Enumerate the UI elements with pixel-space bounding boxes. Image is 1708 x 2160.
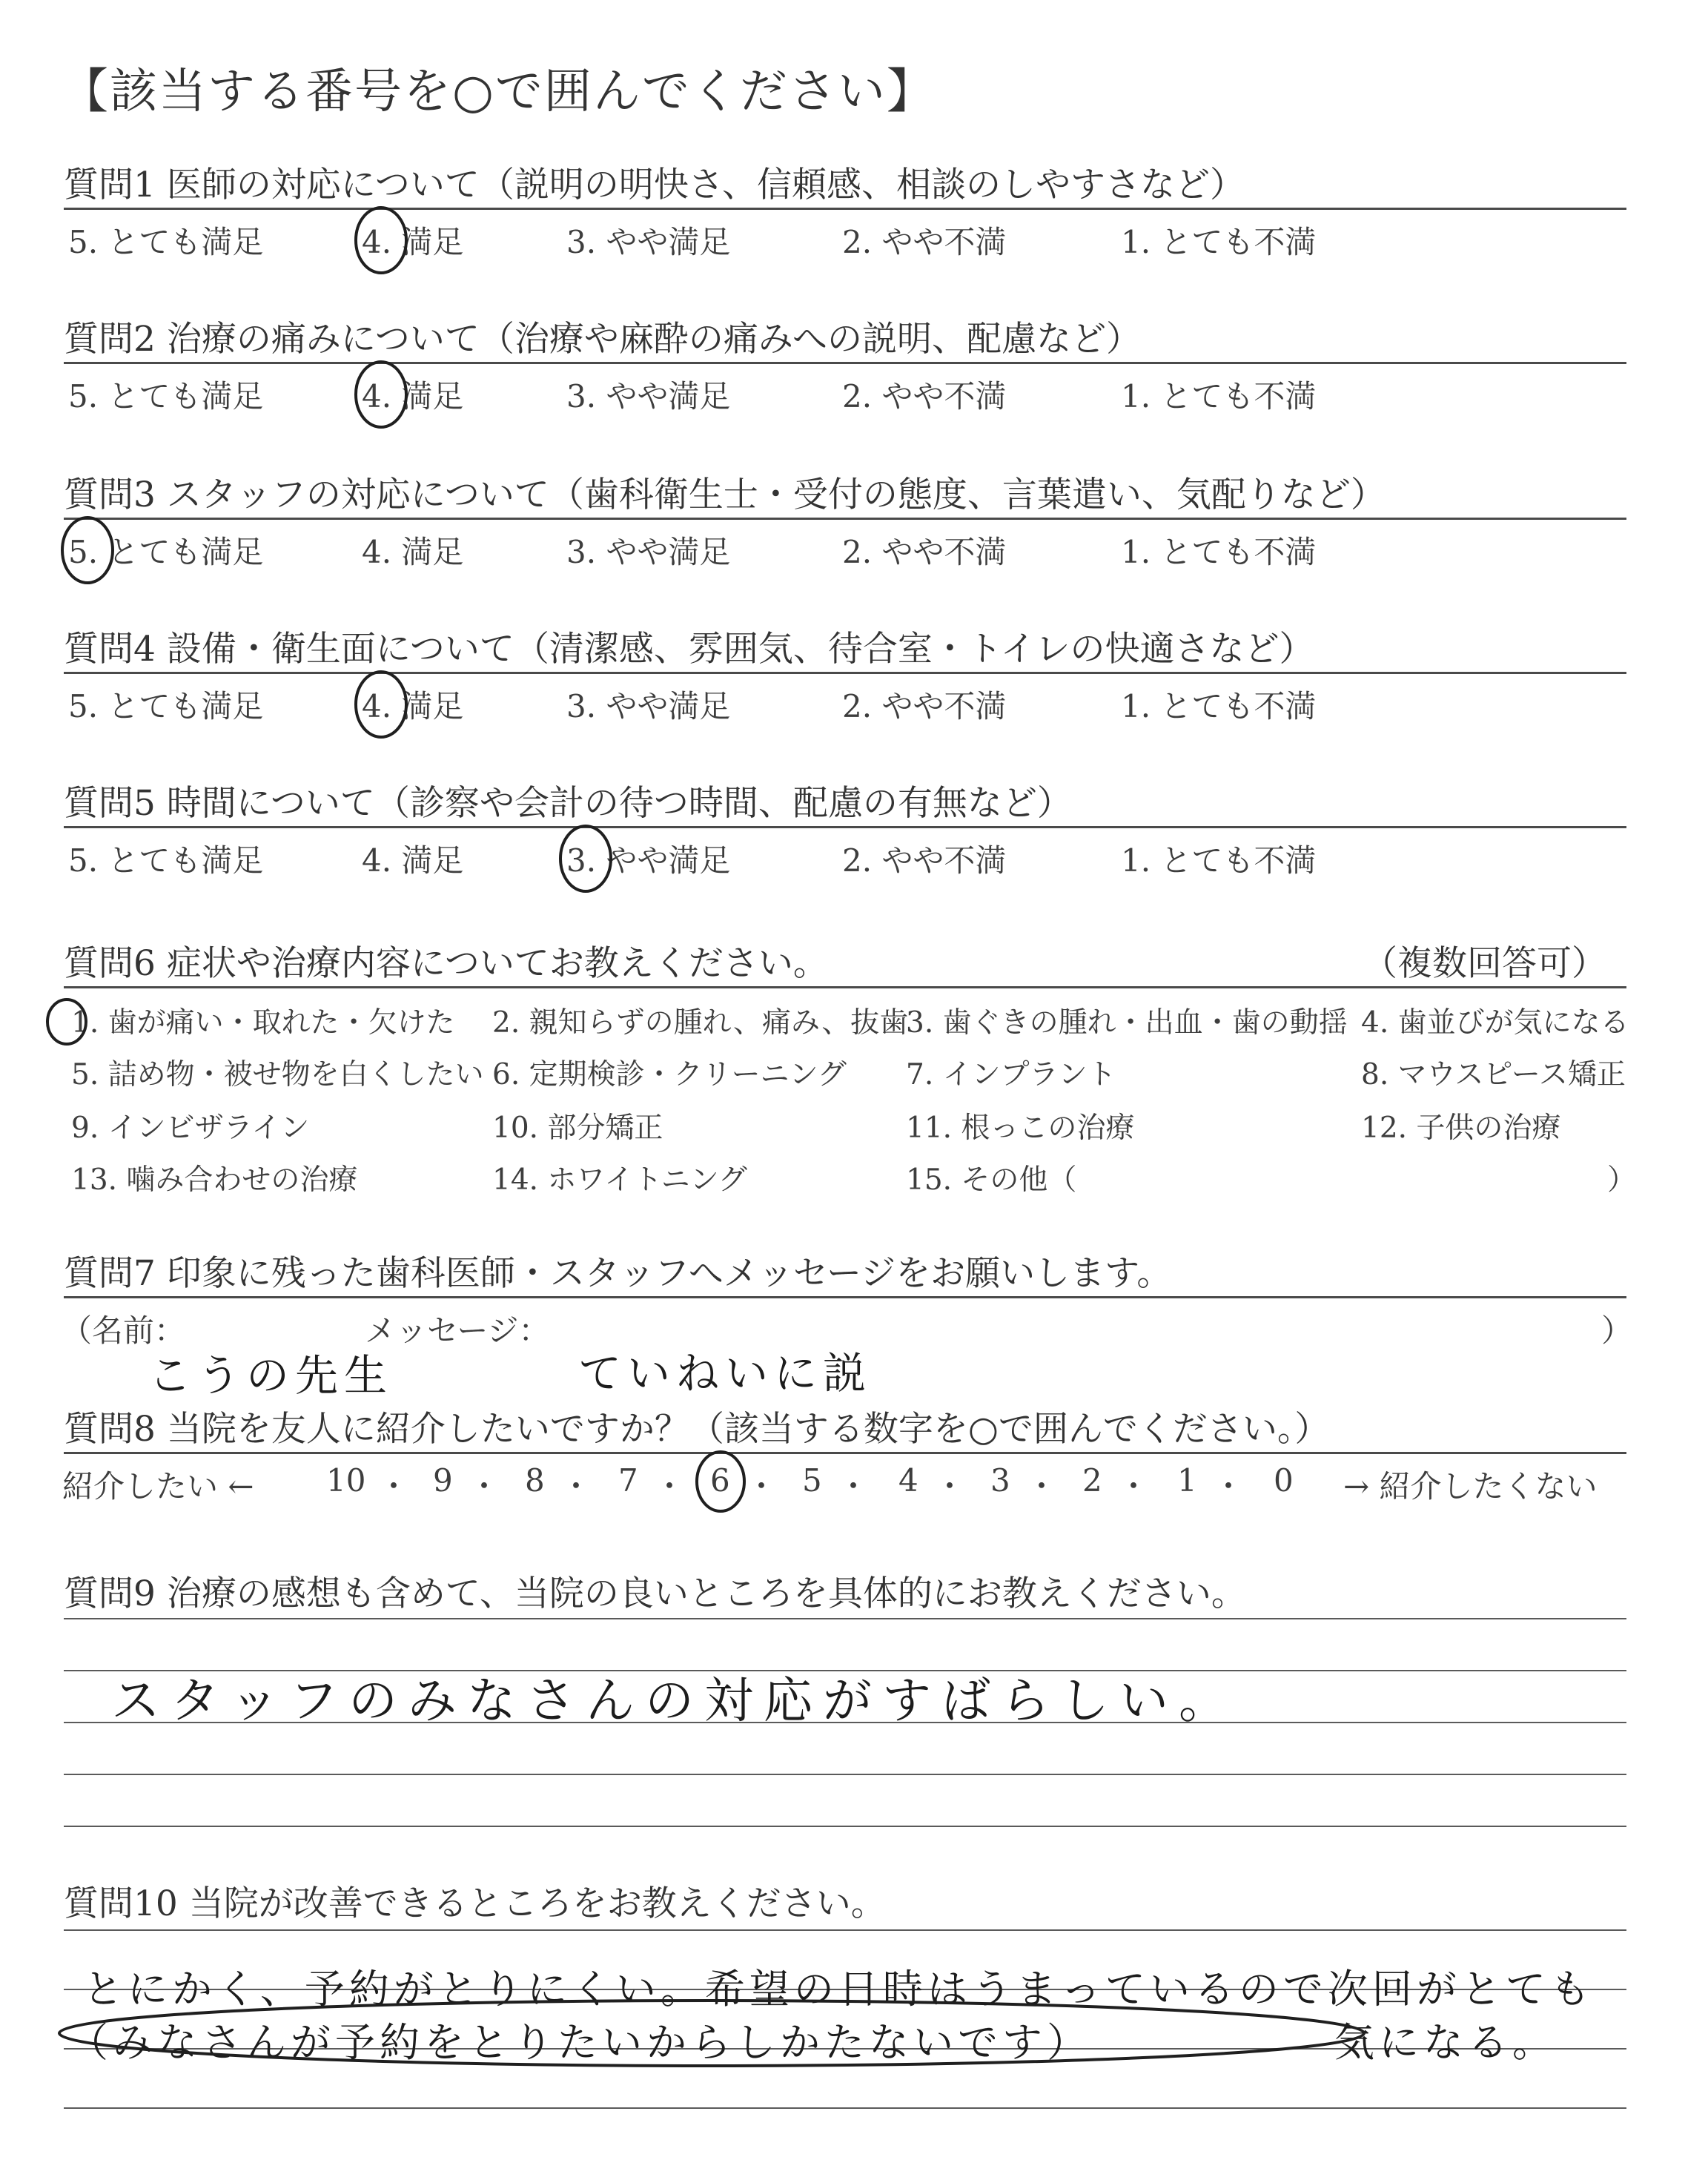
q4-option[interactable]: 1. とても不満 xyxy=(1121,688,1317,724)
q6-option[interactable]: 9. インビザライン xyxy=(71,1112,310,1145)
q1-option[interactable]: 3. やや満足 xyxy=(566,224,731,260)
q3-title: 質問3 スタッフの対応について（歯科衛生士・受付の態度、言葉遣い、気配りなど） xyxy=(64,475,1386,515)
q8-scale-number[interactable]: 6 xyxy=(710,1462,730,1499)
q3-option[interactable]: 1. とても不満 xyxy=(1121,534,1317,570)
q9-line xyxy=(64,1826,1626,1827)
q3-option[interactable]: 4. 満足 xyxy=(362,534,464,570)
q6-option[interactable]: 4. 歯並びが気になる xyxy=(1361,1006,1629,1040)
q5-option[interactable]: 2. やや不満 xyxy=(842,842,1007,879)
q1-option[interactable]: 5. とても満足 xyxy=(68,224,264,260)
q5-option[interactable]: 4. 満足 xyxy=(362,842,464,879)
q2-option[interactable]: 5. とても満足 xyxy=(68,378,264,415)
q3-option[interactable]: 5. とても満足 xyxy=(68,534,264,570)
q2-option[interactable]: 1. とても不満 xyxy=(1121,378,1317,415)
q9-line xyxy=(64,1618,1626,1619)
q10-answer-line2-tail: 気になる。 xyxy=(1334,2019,1557,2066)
q7-close-paren: ） xyxy=(1601,1312,1633,1349)
q2-option[interactable]: 3. やや満足 xyxy=(566,378,731,415)
q8-scale-number[interactable]: 10 xyxy=(326,1462,366,1499)
q6-option[interactable]: 8. マウスピース矯正 xyxy=(1361,1058,1626,1091)
q8-scale-number[interactable]: 1 xyxy=(1177,1462,1197,1499)
q5-option[interactable]: 1. とても不満 xyxy=(1121,842,1317,879)
q6-rule xyxy=(64,986,1626,988)
q8-title: 質問8 当院を友人に紹介したいですか？（該当する数字を○で囲んでください。） xyxy=(64,1409,1330,1450)
q4-option[interactable]: 5. とても満足 xyxy=(68,688,264,724)
q2-rule xyxy=(64,362,1626,364)
q8-scale-separator: ・ xyxy=(560,1468,592,1505)
q8-scale-separator: ・ xyxy=(1213,1468,1245,1505)
q8-scale-number[interactable]: 5 xyxy=(802,1462,822,1499)
q8-scale-number[interactable]: 4 xyxy=(898,1462,918,1499)
q8-scale-separator: ・ xyxy=(378,1468,410,1505)
q6-option[interactable]: 5. 詰め物・被せ物を白くしたい xyxy=(71,1058,484,1091)
q9-answer-handwritten: スタッフのみなさんの対応がすばらしい。 xyxy=(111,1672,1238,1729)
q8-right-label: → 紹介したくない xyxy=(1343,1468,1598,1505)
q6-option[interactable]: 7. インプラント xyxy=(906,1058,1116,1091)
q6-note: （複数回答可） xyxy=(1363,943,1606,984)
q4-rule xyxy=(64,672,1626,674)
q3-option[interactable]: 3. やや満足 xyxy=(566,534,731,570)
q7-name-handwritten: こうの先生 xyxy=(148,1350,394,1401)
q8-scale-number[interactable]: 3 xyxy=(990,1462,1010,1499)
q1-rule xyxy=(64,208,1626,210)
q10-line xyxy=(64,1929,1626,1931)
q8-rule xyxy=(64,1452,1626,1454)
q2-option[interactable]: 4. 満足 xyxy=(362,378,464,415)
q6-option[interactable]: ） xyxy=(1607,1163,1637,1197)
q2-title: 質問2 治療の痛みについて（治療や麻酔の痛みへの説明、配慮など） xyxy=(64,319,1141,360)
q7-title: 質問7 印象に残った歯科医師・スタッフへメッセージをお願いします。 xyxy=(64,1253,1172,1294)
q4-option[interactable]: 4. 満足 xyxy=(362,688,464,724)
q6-option[interactable]: 12. 子供の治療 xyxy=(1361,1112,1561,1145)
q9-title: 質問9 治療の感想も含めて、当院の良いところを具体的にお教えください。 xyxy=(64,1573,1246,1614)
q8-scale-separator: ・ xyxy=(1026,1468,1058,1505)
q7-rule xyxy=(64,1296,1626,1298)
q1-option[interactable]: 1. とても不満 xyxy=(1121,224,1317,260)
q5-option[interactable]: 3. やや満足 xyxy=(566,842,731,879)
q8-scale-number[interactable]: 0 xyxy=(1274,1462,1294,1499)
q8-scale-separator: ・ xyxy=(654,1468,686,1505)
q5-rule xyxy=(64,826,1626,828)
q5-title: 質問5 時間について（診察や会計の待つ時間、配慮の有無など） xyxy=(64,783,1072,824)
q8-left-label: 紹介したい ← xyxy=(62,1468,254,1505)
q8-scale-number[interactable]: 8 xyxy=(525,1462,545,1499)
q1-option[interactable]: 4. 満足 xyxy=(362,224,464,260)
q6-option[interactable]: 15. その他（ xyxy=(906,1163,1077,1197)
q7-name-label: （名前： xyxy=(61,1312,186,1349)
q8-scale-separator: ・ xyxy=(838,1468,870,1505)
q6-option[interactable]: 3. 歯ぐきの腫れ・出血・歯の動揺 xyxy=(906,1006,1348,1040)
q3-rule xyxy=(64,518,1626,520)
q1-option[interactable]: 2. やや不満 xyxy=(842,224,1007,260)
q2-option[interactable]: 2. やや不満 xyxy=(842,378,1007,415)
q4-title: 質問4 設備・衛生面について（清潔感、雰囲気、待合室・トイレの快適さなど） xyxy=(64,629,1314,670)
q10-line xyxy=(64,2107,1626,2109)
q6-option[interactable]: 10. 部分矯正 xyxy=(492,1112,663,1145)
q6-option[interactable]: 1. 歯が痛い・取れた・欠けた xyxy=(71,1006,455,1040)
q8-scale-separator: ・ xyxy=(469,1468,500,1505)
q7-message-label: メッセージ： xyxy=(365,1312,550,1349)
q6-option[interactable]: 2. 親知らずの腫れ、痛み、抜歯 xyxy=(492,1006,909,1040)
q8-scale-number[interactable]: 2 xyxy=(1082,1462,1102,1499)
q6-option[interactable]: 13. 噛み合わせの治療 xyxy=(71,1163,358,1197)
q6-option[interactable]: 11. 根っこの治療 xyxy=(906,1112,1135,1145)
q6-option[interactable]: 6. 定期検診・クリーニング xyxy=(492,1058,847,1091)
q8-scale-number[interactable]: 7 xyxy=(618,1462,638,1499)
q10-answer-line2: （みなさんが予約をとりたいからしかたないです） xyxy=(68,2019,1091,2066)
q10-answer-line1: とにかく、予約がとりにくい。希望の日時はうまっているので次回がとても xyxy=(83,1966,1595,2012)
q4-option[interactable]: 2. やや不満 xyxy=(842,688,1007,724)
q9-line xyxy=(64,1774,1626,1775)
q6-option[interactable]: 14. ホワイトニング xyxy=(492,1163,747,1197)
q8-scale-separator: ・ xyxy=(934,1468,966,1505)
q8-scale-separator: ・ xyxy=(1118,1468,1150,1505)
q8-scale-number[interactable]: 9 xyxy=(433,1462,453,1499)
page-title: 【該当する番号を○で囲んでください】 xyxy=(61,65,936,119)
q5-option[interactable]: 5. とても満足 xyxy=(68,842,264,879)
q7-message-handwritten: ていねいに説 xyxy=(578,1348,873,1398)
q4-option[interactable]: 3. やや満足 xyxy=(566,688,731,724)
q10-title: 質問10 当院が改善できるところをお教えください。 xyxy=(64,1883,886,1924)
q1-title: 質問1 医師の対応について（説明の明快さ、信頼感、相談のしやすさなど） xyxy=(64,165,1245,205)
q8-scale-separator: ・ xyxy=(746,1468,778,1505)
q3-option[interactable]: 2. やや不満 xyxy=(842,534,1007,570)
q6-title: 質問6 症状や治療内容についてお教えください。 xyxy=(64,943,828,984)
